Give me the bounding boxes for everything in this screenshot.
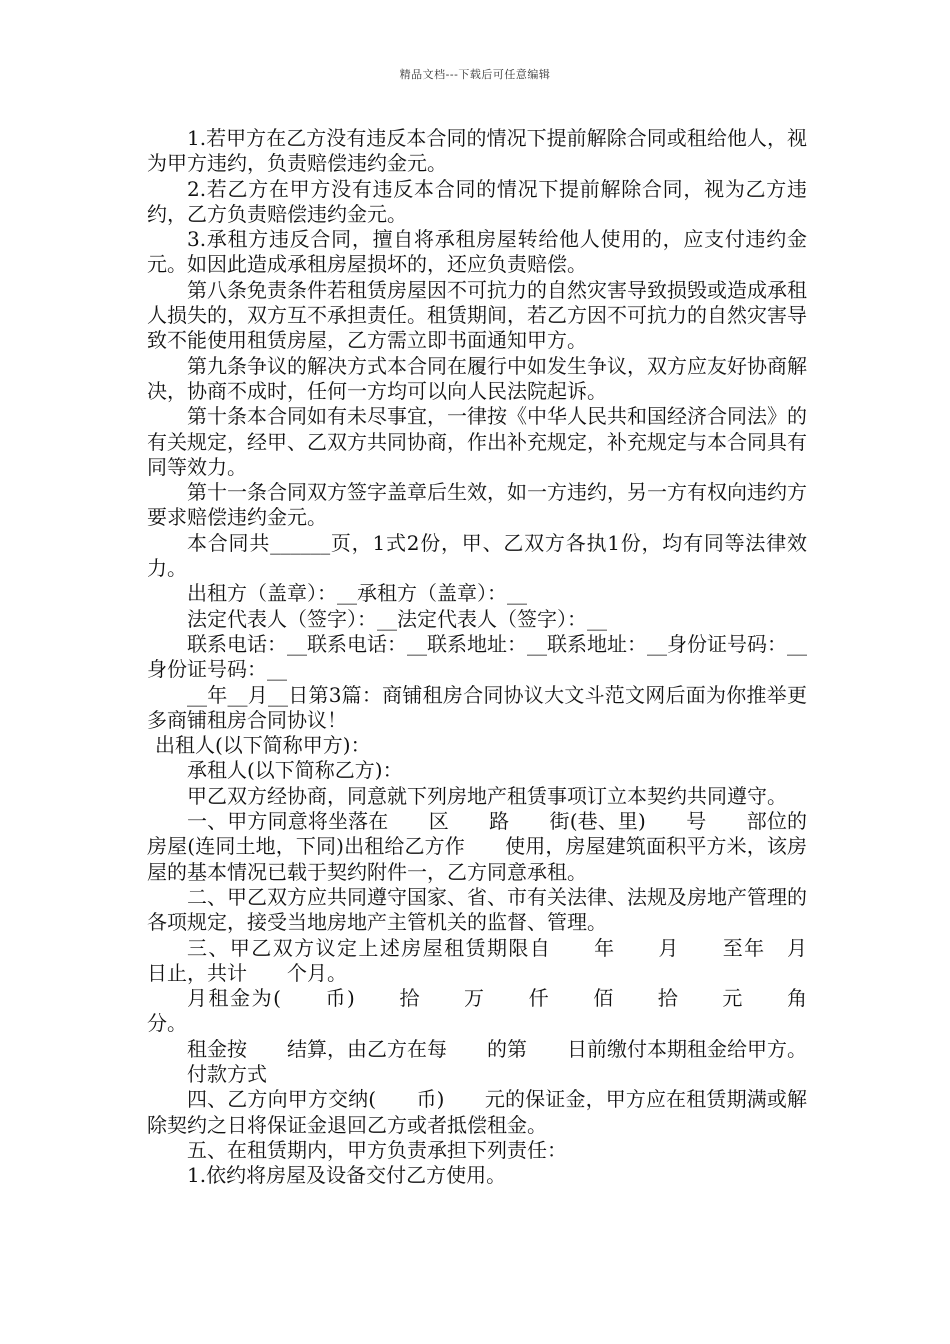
paragraph-rent-amount: 月租金为( 币) 拾 万 仟 佰 拾 元 角 分。 <box>147 986 847 1036</box>
paragraph-rent-settlement: 租金按 结算，由乙方在每 的第 日前缴付本期租金给甲方。 <box>187 1036 807 1061</box>
paragraph-clause-1: 一、甲方同意将坐落在 区 路 街(巷、里) 号 部位的房屋(连同土地，下同)出租给乙方作 使用，房屋建筑面积平方米，该房屋的基本情况已载于契约附件一，乙方同意承租。 <box>147 809 807 884</box>
page-header: 精品文档---下载后可任意编辑 <box>399 68 551 81</box>
paragraph-contact-line: 联系电话：__联系电话：__联系地址：__联系地址：__身份证号码：__身份证号码：__ <box>147 631 807 682</box>
paragraph-article-9: 第九条争议的解决方式本合同在履行中如发生争议，双方应友好协商解决，协商不成时，任何一方均可以向人民法院起诉。 <box>147 353 807 403</box>
paragraph-article-11: 第十一条合同双方签字盖章后生效，如一方违约，另一方有权向违约方要求赔偿违约金元。 <box>147 480 807 530</box>
paragraph-article-8: 第八条免责条件若租赁房屋因不可抗力的自然灾害导致损毁或造成承租人损失的，双方互不承担责任。租赁期间，若乙方因不可抗力的自然灾害导致不能使用租赁房屋，乙方需立即书面通知甲方。 <box>147 277 807 353</box>
document-body <box>147 126 847 1188</box>
paragraph-clause-2: 二、甲乙双方应共同遵守国家、省、市有关法律、法规及房地产管理的各项规定，接受当地房地产主管机关的监督、管理。 <box>147 884 807 935</box>
paragraph-signature-line: 法定代表人（签字）：__法定代表人（签字）：__ <box>187 606 607 631</box>
paragraph-clause-3: 三、甲乙双方议定上述房屋租赁期限自 年 月 至年 月 日止，共计 个月。 <box>147 935 847 985</box>
paragraph-3: 3.承租方违反合同，擅自将承租房屋转给他人使用的，应支付违约金元。如因此造成承租房屋损坏的，还应负责赔偿。 <box>147 227 807 277</box>
paragraph-clause-5-item-1: 1.依约将房屋及设备交付乙方使用。 <box>187 1163 507 1188</box>
paragraph-clause-4: 四、乙方向甲方交纳( 币) 元的保证金，甲方应在租赁期满或解除契约之日将保证金退回乙方或者抵偿租金。 <box>147 1087 807 1137</box>
paragraph-seal-line: 出租方（盖章）：__承租方（盖章）：__ <box>187 581 527 606</box>
paragraph-agreement: 甲乙双方经协商，同意就下列房地产租赁事项订立本契约共同遵守。 <box>187 783 787 808</box>
paragraph-date-line: __年__月__日第3篇：商铺租房合同协议大文斗范文网后面为你推举更多商铺租房合同协议！ <box>147 682 807 732</box>
paragraph-2: 2.若乙方在甲方没有违反本合同的情况下提前解除合同，视为乙方违约，乙方负责赔偿违约金元。 <box>147 176 807 226</box>
paragraph-copies: 本合同共______页，1式2份，甲、乙双方各执1份，均有同等法律效力。 <box>147 530 807 581</box>
paragraph-lessor: 出租人(以下简称甲方)： <box>155 733 371 758</box>
paragraph-lessee: 承租人(以下简称乙方)： <box>187 758 403 783</box>
paragraph-payment-method: 付款方式 <box>187 1061 267 1086</box>
paragraph-clause-5: 五、在租赁期内，甲方负责承担下列责任： <box>187 1137 567 1162</box>
paragraph-1: 1.若甲方在乙方没有违反本合同的情况下提前解除合同或租给他人，视为甲方违约，负责赔偿违约金元。 <box>147 126 807 176</box>
paragraph-article-10: 第十条本合同如有未尽事宜，一律按《中华人民共和国经济合同法》的有关规定，经甲、乙双方共同协商，作出补充规定，补充规定与本合同具有同等效力。 <box>147 404 807 479</box>
